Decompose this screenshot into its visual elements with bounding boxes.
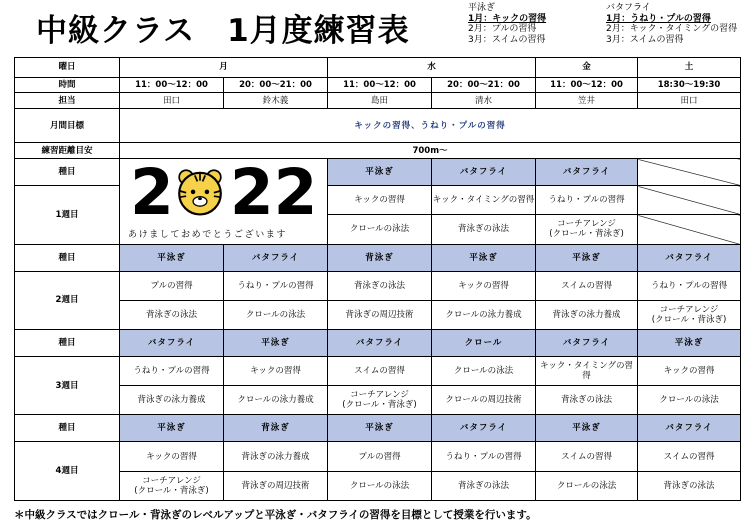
menu-cell: スイムの習得 — [328, 357, 432, 386]
menu-cell: コーチアレンジ (クロール・背泳ぎ) — [328, 386, 432, 415]
menu-cell: 背泳ぎの泳法 — [328, 271, 432, 300]
day-header-sat: 土 — [638, 58, 741, 78]
tiger-icon — [173, 165, 227, 217]
stroke-cell: 平泳ぎ — [638, 329, 741, 356]
coach-cell: 島田 — [328, 93, 432, 109]
stroke-cell: 背泳ぎ — [224, 415, 328, 442]
week-label: 2週目 — [15, 271, 120, 329]
menu-cell: プルの習得 — [328, 442, 432, 471]
coach-label: 担当 — [15, 93, 120, 109]
menu-cell: クロールの泳法 — [328, 471, 432, 500]
menu-cell: キックの習得 — [120, 442, 224, 471]
day-label: 曜日 — [15, 58, 120, 78]
stroke-cell: 平泳ぎ — [536, 244, 638, 271]
menu-cell: 背泳ぎの周辺技術 — [224, 471, 328, 500]
kind-label: 種目 — [15, 415, 120, 442]
menu-cell: キックの習得 — [638, 357, 741, 386]
stroke-cell: 平泳ぎ — [120, 244, 224, 271]
stroke-cell: 平泳ぎ — [432, 244, 536, 271]
footnote: ＊中級クラスではクロール・背泳ぎのレベルアップと平泳ぎ・バタフライの習得を目標として授業を行います。 — [14, 509, 537, 521]
menu-cell: クロールの泳法 — [536, 471, 638, 500]
menu-cell: プルの習得 — [120, 271, 224, 300]
legend-breaststroke — [468, 3, 546, 45]
menu-cell: 背泳ぎの周辺技術 — [328, 300, 432, 329]
menu-cell: スイムの習得 — [536, 442, 638, 471]
menu-cell: うねり・プルの習得 — [638, 271, 741, 300]
stroke-cell: 平泳ぎ — [224, 329, 328, 356]
stroke-cell: 平泳ぎ — [328, 415, 432, 442]
menu-cell: クロールの周辺技術 — [432, 386, 536, 415]
menu-cell: コーチアレンジ (クロール・背泳ぎ) — [536, 215, 638, 244]
menu-cell: コーチアレンジ (クロール・背泳ぎ) — [638, 300, 741, 329]
legend-item: 1月：うねり・プルの習得 — [606, 13, 711, 24]
day-header-mon: 月 — [120, 58, 328, 78]
stroke-cell: バタフライ — [224, 244, 328, 271]
menu-cell: 背泳ぎの泳法 — [536, 386, 638, 415]
stroke-cell: バタフライ — [120, 329, 224, 356]
menu-cell: うねり・プルの習得 — [120, 357, 224, 386]
stroke-cell: 平泳ぎ — [328, 159, 432, 186]
practice-distance: 700m〜 — [120, 143, 741, 159]
legend-heading: バタフライ — [606, 3, 651, 13]
menu-cell: 背泳ぎの泳法 — [432, 215, 536, 244]
menu-cell: クロールの泳法 — [432, 357, 536, 386]
menu-cell: クロールの泳法 — [638, 386, 741, 415]
coach-cell: 笠井 — [536, 93, 638, 109]
menu-cell: コーチアレンジ (クロール・背泳ぎ) — [120, 471, 224, 500]
menu-cell: キックの習得 — [328, 186, 432, 215]
stroke-cell: 平泳ぎ — [536, 415, 638, 442]
week-label: 4週目 — [15, 442, 120, 501]
stroke-cell: バタフライ — [536, 329, 638, 356]
menu-cell: クロールの泳法 — [224, 300, 328, 329]
new-year-banner — [120, 159, 328, 244]
legend-item: 2月：キック・タイミングの習得 — [606, 24, 738, 34]
time-cell: 18:30〜19:30 — [638, 77, 741, 93]
stroke-cell: バタフライ — [638, 244, 741, 271]
day-header-wed: 水 — [328, 58, 536, 78]
time-cell: 20：00〜21：00 — [432, 77, 536, 93]
stroke-cell: バタフライ — [536, 159, 638, 186]
menu-cell: クロールの泳法 — [328, 215, 432, 244]
legend-item: 3月：スイムの習得 — [468, 34, 546, 45]
menu-cell: キック・タイミングの習得 — [432, 186, 536, 215]
year-graphic: 2 22 — [130, 158, 318, 230]
stroke-cell: バタフライ — [638, 415, 741, 442]
distance-label: 練習距離目安 — [15, 143, 120, 159]
stroke-cell: 平泳ぎ — [120, 415, 224, 442]
time-cell: 11：00〜12：00 — [536, 77, 638, 93]
menu-cell: 背泳ぎの泳法 — [638, 471, 741, 500]
menu-cell: うねり・プルの習得 — [536, 186, 638, 215]
menu-cell: キックの習得 — [224, 357, 328, 386]
monthly-goal: キックの習得、うねり・プルの習得 — [120, 109, 741, 143]
time-label: 時間 — [15, 77, 120, 93]
time-cell: 20：00〜21：00 — [224, 77, 328, 93]
empty-cell — [638, 186, 741, 215]
legend-butterfly — [606, 3, 737, 45]
menu-cell: クロールの泳力養成 — [224, 386, 328, 415]
coach-cell: 鈴木義 — [224, 93, 328, 109]
menu-cell: うねり・プルの習得 — [224, 271, 328, 300]
stroke-cell: クロール — [432, 329, 536, 356]
menu-cell: キック・タイミングの習得 — [536, 357, 638, 386]
kind-label: 種目 — [15, 244, 120, 271]
new-year-greeting: あけましておめでとうございます — [128, 229, 288, 240]
week-label: 1週目 — [15, 186, 120, 244]
stroke-cell: バタフライ — [432, 415, 536, 442]
day-header-fri: 金 — [536, 58, 638, 78]
legend-heading: 平泳ぎ — [468, 3, 496, 13]
time-cell: 11：00〜12：00 — [328, 77, 432, 93]
legend-item: 3月：スイムの習得 — [606, 34, 684, 45]
week-label: 3週目 — [15, 357, 120, 415]
empty-cell — [638, 159, 741, 186]
menu-cell: クロールの泳力養成 — [432, 300, 536, 329]
goal-label: 月間目標 — [15, 109, 120, 143]
menu-cell: 背泳ぎの泳力養成 — [224, 442, 328, 471]
stroke-cell: バタフライ — [328, 329, 432, 356]
menu-cell: 背泳ぎの泳力養成 — [536, 300, 638, 329]
page-title: 中級クラス 1月度練習表 — [36, 13, 410, 49]
legend-item: 2月：プルの習得 — [468, 24, 537, 34]
coach-cell: 清水 — [432, 93, 536, 109]
legend-item: 1月：キックの習得 — [468, 13, 547, 24]
menu-cell: 背泳ぎの泳法 — [432, 471, 536, 500]
menu-cell: 背泳ぎの泳法 — [120, 300, 224, 329]
time-cell: 11：00〜12：00 — [120, 77, 224, 93]
kind-label: 種目 — [15, 329, 120, 356]
menu-cell: 背泳ぎの泳力養成 — [120, 386, 224, 415]
stroke-cell: バタフライ — [432, 159, 536, 186]
kind-label: 種目 — [15, 159, 120, 186]
schedule-table — [14, 57, 740, 501]
menu-cell: うねり・プルの習得 — [432, 442, 536, 471]
empty-cell — [638, 215, 741, 244]
menu-cell: スイムの習得 — [638, 442, 741, 471]
menu-cell: キックの習得 — [432, 271, 536, 300]
stroke-cell: 背泳ぎ — [328, 244, 432, 271]
coach-cell: 田口 — [120, 93, 224, 109]
menu-cell: スイムの習得 — [536, 271, 638, 300]
coach-cell: 田口 — [638, 93, 741, 109]
